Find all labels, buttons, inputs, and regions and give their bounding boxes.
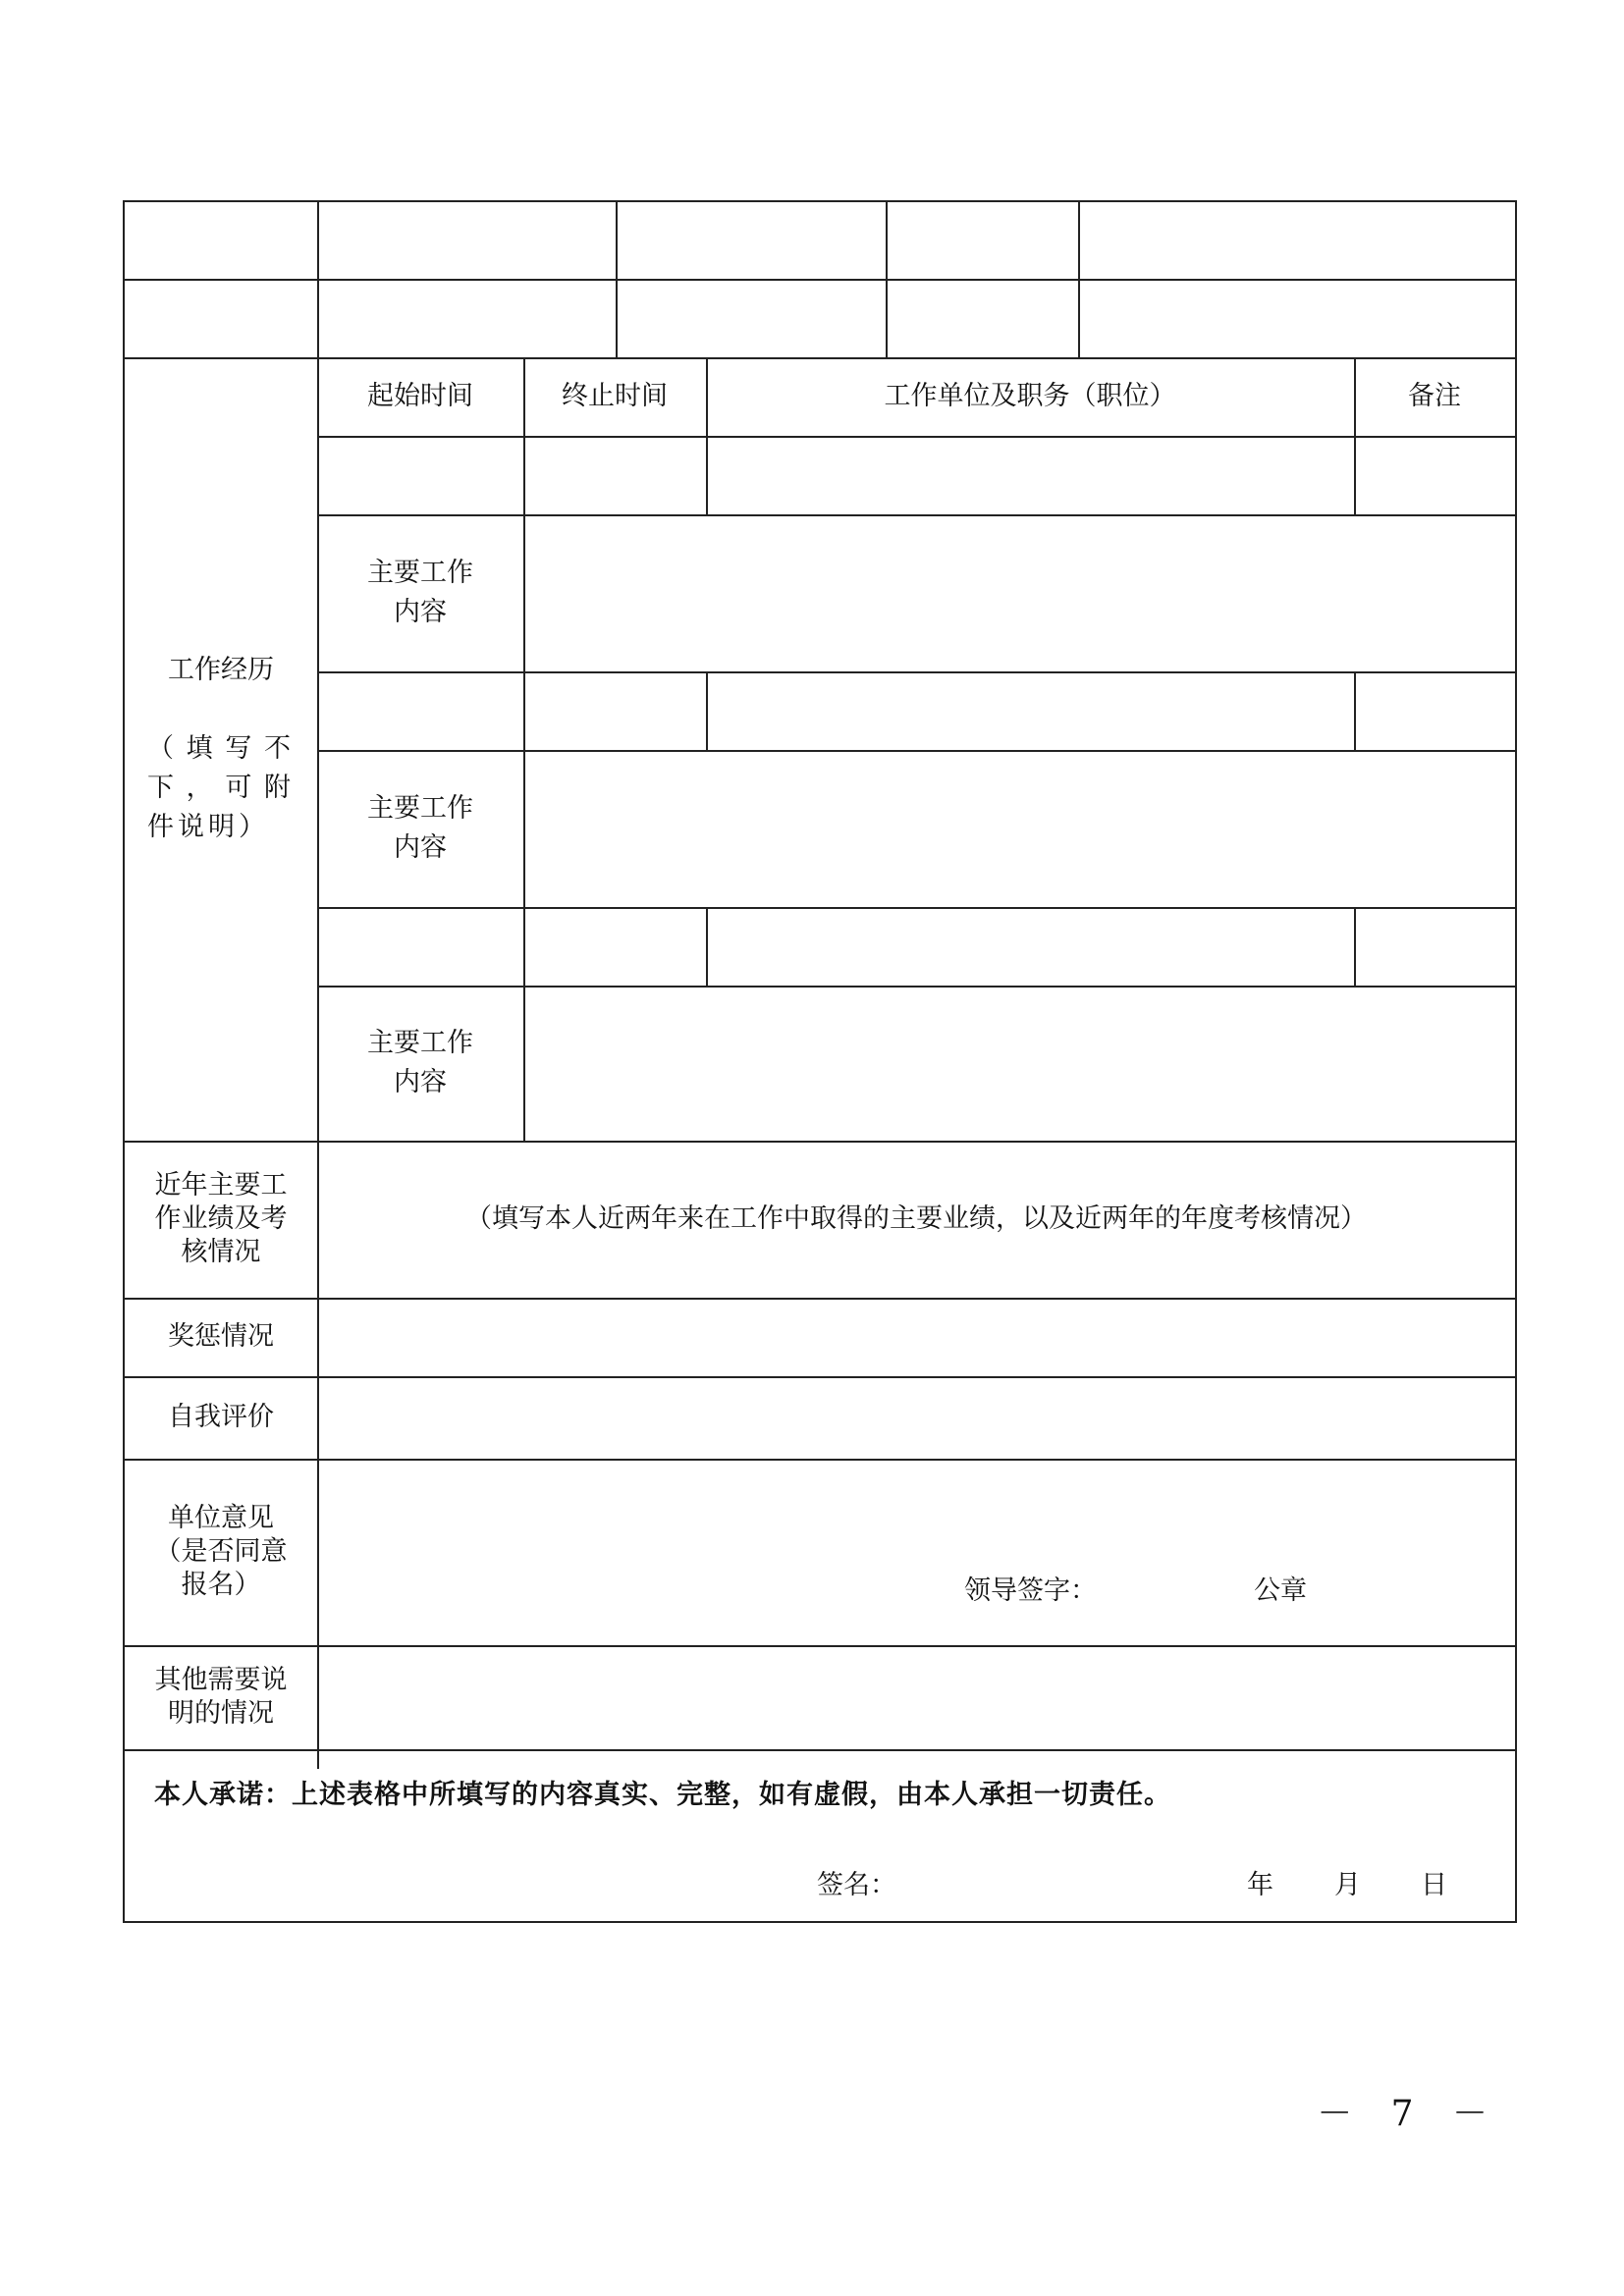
col-divider [1354, 671, 1356, 750]
main-content-text: 主要工作内容 [367, 1028, 473, 1097]
work-history-title: 工作经历 [168, 655, 274, 685]
header-remark: 备注 [1408, 381, 1461, 411]
row-divider [317, 907, 1515, 909]
col-divider [706, 671, 708, 750]
date-day-label: 日 [1421, 1870, 1447, 1900]
pledge-statement: 本人承诺：上述表格中所填写的内容真实、完整，如有虚假，由本人承担一切责任。 [154, 1780, 1171, 1810]
date-month-label: 月 [1334, 1870, 1361, 1900]
row-divider [125, 279, 1515, 281]
rewards-label: 奖惩情况 [168, 1321, 274, 1352]
work-history-note: （填写不下，可附件说明） [147, 733, 295, 842]
header-start-time: 起始时间 [367, 381, 473, 411]
row-divider [125, 1749, 1515, 1751]
col-divider [1354, 907, 1356, 986]
official-seal-label: 公章 [1254, 1575, 1307, 1606]
col-divider [886, 202, 888, 357]
col-divider [616, 202, 618, 357]
row-divider [125, 1645, 1515, 1647]
header-end-time: 终止时间 [562, 381, 668, 411]
page-number: － 7 － [1317, 2094, 1501, 2134]
col-divider [523, 357, 525, 1141]
main-content-text: 主要工作内容 [367, 558, 473, 627]
unit-opinion-label-text: 单位意见（是否同意报名） [154, 1503, 288, 1600]
main-content-text: 主要工作内容 [367, 793, 473, 863]
col-divider [706, 907, 708, 986]
leader-signature-label: 领导签字： [964, 1575, 1097, 1606]
date-year-label: 年 [1247, 1870, 1273, 1900]
unit-opinion-label [125, 1459, 317, 1645]
signature-label: 签名： [817, 1870, 896, 1900]
row-divider [317, 671, 1515, 673]
main-content-label [317, 986, 523, 1141]
row-divider [125, 1459, 1515, 1461]
other-info-label [125, 1645, 317, 1749]
main-content-label [317, 750, 523, 907]
main-content-label [317, 514, 523, 671]
col-divider [1078, 202, 1080, 357]
achievements-label [125, 1141, 317, 1298]
work-history-label [125, 357, 317, 1141]
achievements-hint: （填写本人近两年来在工作中取得的主要业绩，以及近两年的年度考核情况） [465, 1203, 1367, 1234]
other-info-label-text: 其他需要说明的情况 [154, 1665, 288, 1729]
header-unit-position: 工作单位及职务（职位） [884, 381, 1176, 411]
row-divider [125, 1376, 1515, 1378]
self-evaluation-label: 自我评价 [168, 1402, 274, 1432]
row-divider [317, 436, 1515, 438]
application-form-table [123, 200, 1517, 1923]
row-divider [125, 1298, 1515, 1300]
achievements-label-text: 近年主要工作业绩及考核情况 [154, 1170, 288, 1267]
